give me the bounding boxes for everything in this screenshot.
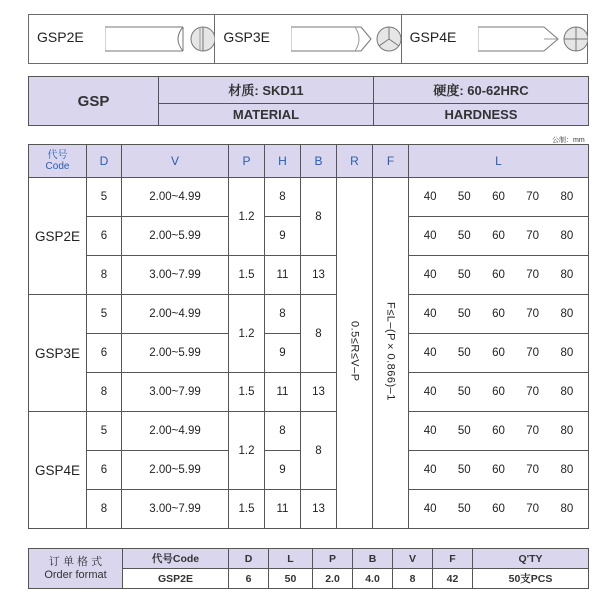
cell-l [409,490,589,529]
order-value: 8 [393,569,433,589]
cell-d: 5 [87,412,122,451]
l-value: 80 [560,191,574,203]
cell-p: 1.2 [229,178,265,256]
table-row [29,295,589,334]
order-header: L [269,549,313,569]
l-value: 50 [457,191,471,203]
l-value: 40 [423,308,437,320]
l-value: 40 [423,230,437,242]
model-code: GSP4E [29,412,87,529]
cell-h: 11 [265,256,301,295]
cell-h: 9 [265,217,301,256]
col-f: F [373,145,409,178]
cell-v: 3.00~7.99 [122,256,229,295]
type-label: GSP4E [409,29,457,45]
cell-b: 8 [301,412,337,490]
cell-h: 11 [265,490,301,529]
cell-v: 2.00~5.99 [122,334,229,373]
l-value: 50 [457,269,471,281]
order-header: F [433,549,473,569]
cell-d: 8 [87,490,122,529]
r-formula: 0.5≤R≤V–P [337,178,373,529]
cell-b: 13 [301,256,337,295]
l-value: 40 [423,425,437,437]
cell-h: 8 [265,178,301,217]
l-value: 40 [423,191,437,203]
cell-l [409,412,589,451]
cell-h: 8 [265,295,301,334]
cell-d: 6 [87,451,122,490]
l-value: 70 [526,347,540,359]
cell-p: 1.5 [229,256,265,295]
type-label: GSP2E [37,29,84,45]
table-row [29,373,589,412]
cell-v: 2.00~4.99 [122,178,229,217]
l-value: 80 [560,347,574,359]
material-header [28,76,589,126]
l-value: 60 [492,191,505,203]
cell-d: 8 [87,373,122,412]
col-p: P [229,145,265,178]
l-value: 70 [526,464,540,476]
l-value: 70 [526,425,540,437]
model-code: GSP2E [29,178,87,295]
order-value: 50 [269,569,313,589]
material-zh: 材质: SKD11 [159,77,374,104]
model-code: GSP3E [29,295,87,412]
cell-d: 6 [87,334,122,373]
cell-l [409,373,589,412]
l-value: 60 [492,503,505,515]
l-value: 60 [492,464,505,476]
cell-b: 8 [301,295,337,373]
col-d: D [87,145,122,178]
l-value: 80 [560,503,574,515]
type-gsp4e [402,15,587,63]
code-header: 代号 Code [29,145,87,178]
cell-l [409,451,589,490]
two-flute-end-icon [105,17,215,61]
l-value: 50 [457,425,471,437]
table-row [29,256,589,295]
cell-v: 3.00~7.99 [122,490,229,529]
table-row [29,490,589,529]
l-value: 80 [560,425,574,437]
order-value: 50支PCS [473,569,589,589]
order-format-label: 订 单 格 式 Order format [29,549,123,589]
l-value: 50 [457,464,471,476]
l-value: 40 [423,503,437,515]
cell-b: 8 [301,178,337,256]
l-value: 60 [492,386,505,398]
order-header: 代号Code [123,549,229,569]
type-gsp3e [215,15,401,63]
l-value: 70 [526,386,540,398]
cell-v: 2.00~4.99 [122,295,229,334]
l-value: 70 [526,191,540,203]
order-header: D [229,549,269,569]
hardness-zh: 硬度: 60-62HRC [374,77,589,104]
l-value: 40 [423,269,437,281]
l-value: 80 [560,230,574,242]
l-value: 70 [526,503,540,515]
type-label: GSP3E [223,29,271,45]
cell-d: 6 [87,217,122,256]
order-value: GSP2E [123,569,229,589]
order-header: Q'TY [473,549,589,569]
order-value: 2.0 [313,569,353,589]
cell-p: 1.2 [229,412,265,490]
cell-v: 2.00~5.99 [122,451,229,490]
order-value: 4.0 [353,569,393,589]
cell-l [409,217,589,256]
cell-d: 5 [87,178,122,217]
spec-table [28,144,589,529]
col-h: H [265,145,301,178]
col-v: V [122,145,229,178]
l-value: 50 [457,386,471,398]
cell-h: 11 [265,373,301,412]
l-value: 80 [560,269,574,281]
order-value: 6 [229,569,269,589]
cell-v: 3.00~7.99 [122,373,229,412]
l-value: 70 [526,308,540,320]
l-value: 50 [457,308,471,320]
l-value: 40 [423,464,437,476]
f-formula: F≤L–(P×0.866)–1 [373,178,409,529]
l-value: 60 [492,347,505,359]
series-name: GSP [29,77,159,126]
l-value: 60 [492,230,505,242]
cell-h: 9 [265,334,301,373]
cell-p: 1.2 [229,295,265,373]
cell-d: 5 [87,295,122,334]
l-value: 80 [560,386,574,398]
order-format-table [28,548,589,589]
unit-note: 公制：mm [552,137,585,144]
col-r: R [337,145,373,178]
l-value: 80 [560,308,574,320]
cell-l [409,334,589,373]
cell-p: 1.5 [229,373,265,412]
l-value: 60 [492,308,505,320]
col-l: L [409,145,589,178]
l-value: 70 [526,230,540,242]
l-value: 40 [423,386,437,398]
l-value: 60 [492,425,505,437]
material-en: MATERIAL [159,103,374,125]
three-flute-end-icon [291,17,401,61]
cell-h: 9 [265,451,301,490]
cell-l [409,256,589,295]
cell-v: 2.00~4.99 [122,412,229,451]
cell-b: 13 [301,373,337,412]
cell-v: 2.00~5.99 [122,217,229,256]
cell-l [409,178,589,217]
order-header: P [313,549,353,569]
four-flute-end-icon [478,17,588,61]
cell-p: 1.5 [229,490,265,529]
col-b: B [301,145,337,178]
cell-b: 13 [301,490,337,529]
order-header: B [353,549,393,569]
l-value: 50 [457,347,471,359]
l-value: 50 [457,230,471,242]
cell-l [409,295,589,334]
table-row [29,412,589,451]
l-value: 60 [492,269,505,281]
l-value: 50 [457,503,471,515]
l-value: 80 [560,464,574,476]
type-strip [28,14,588,64]
l-value: 40 [423,347,437,359]
cell-h: 8 [265,412,301,451]
order-header: V [393,549,433,569]
type-gsp2e [29,15,215,63]
order-value: 42 [433,569,473,589]
cell-d: 8 [87,256,122,295]
table-row [29,178,589,217]
hardness-en: HARDNESS [374,103,589,125]
l-value: 70 [526,269,540,281]
spec-header-row [29,145,589,178]
